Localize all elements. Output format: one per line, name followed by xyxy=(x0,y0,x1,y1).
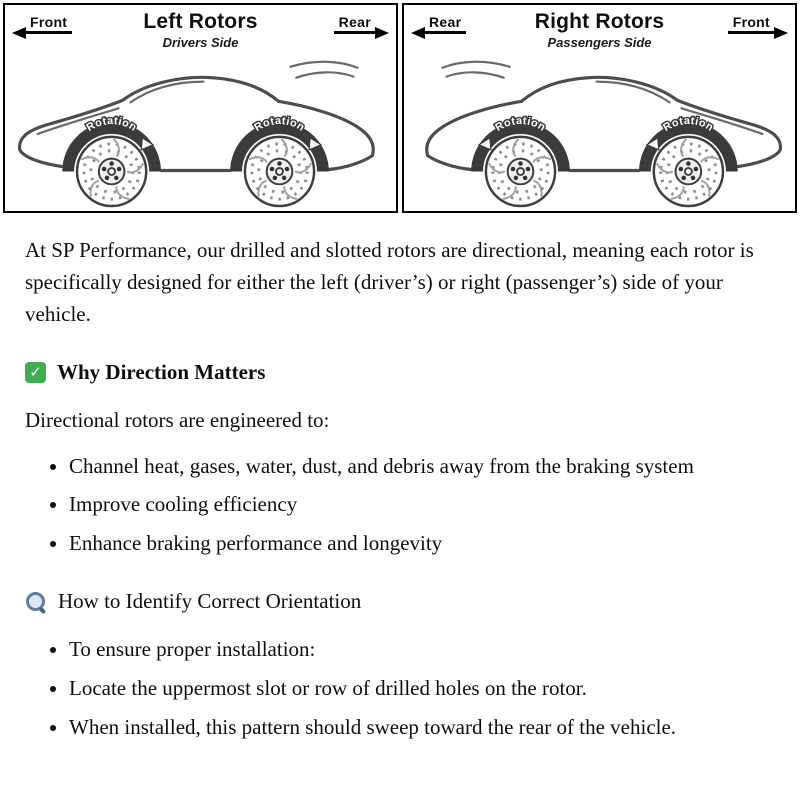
list-item: • To ensure proper installation: xyxy=(69,634,772,666)
orientation-title: How to Identify Correct Orientation xyxy=(58,589,362,614)
right-panel-title: Right Rotors xyxy=(534,10,665,33)
rear-direction-arrow xyxy=(424,14,466,34)
rear-label: Rear xyxy=(429,14,462,30)
why-direction-title: Why Direction Matters xyxy=(57,359,266,384)
list-item: • When installed, this pattern should sweep toward the rear of the vehicle. xyxy=(69,712,772,744)
rotor-direction-diagram xyxy=(0,0,800,213)
rear-rotor-left xyxy=(245,137,314,206)
right-rotors-panel xyxy=(402,3,797,213)
car-illustration-left xyxy=(5,51,396,209)
article-body xyxy=(0,213,800,764)
rotation-label: Rotation xyxy=(661,114,716,134)
orientation-list xyxy=(25,634,772,744)
list-item: • Locate the uppermost slot or row of drilled holes on the rotor. xyxy=(69,673,772,705)
rear-label: Rear xyxy=(338,14,371,30)
why-direction-heading xyxy=(25,357,772,389)
front-direction-arrow xyxy=(25,14,72,34)
magnifier-icon xyxy=(25,591,47,613)
why-direction-lead: Directional rotors are engineered to: xyxy=(25,407,330,432)
left-rotors-panel xyxy=(3,3,398,213)
rotation-label: Rotation xyxy=(84,114,139,134)
list-item: • Enhance braking performance and longevity xyxy=(69,528,772,560)
car-illustration-right xyxy=(404,51,795,209)
front-direction-arrow xyxy=(728,14,775,34)
front-label: Front xyxy=(30,14,68,30)
rotation-label: Rotation xyxy=(493,114,548,134)
orientation-heading xyxy=(25,586,772,618)
list-item: • Improve cooling efficiency xyxy=(69,489,772,521)
intro-paragraph: At SP Performance, our drilled and slotted rotors are directional, meaning each rotor is specifically designed for either the left (driver’s) or right (passenger’s) side of your vehicle. xyxy=(25,238,754,326)
rear-direction-arrow xyxy=(334,14,376,34)
right-panel-subtitle: Passengers Side xyxy=(547,35,652,50)
why-direction-list xyxy=(25,451,772,561)
right-panel-header xyxy=(404,5,795,51)
list-item: • Channel heat, gases, water, dust, and debris away from the braking system xyxy=(69,451,772,483)
check-icon xyxy=(25,362,46,383)
front-rotor-left xyxy=(77,137,146,206)
left-panel-header xyxy=(5,5,396,51)
front-label: Front xyxy=(732,14,770,30)
left-panel-subtitle: Drivers Side xyxy=(162,35,239,50)
left-panel-title: Left Rotors xyxy=(143,10,258,33)
rotation-label: Rotation xyxy=(252,114,307,134)
